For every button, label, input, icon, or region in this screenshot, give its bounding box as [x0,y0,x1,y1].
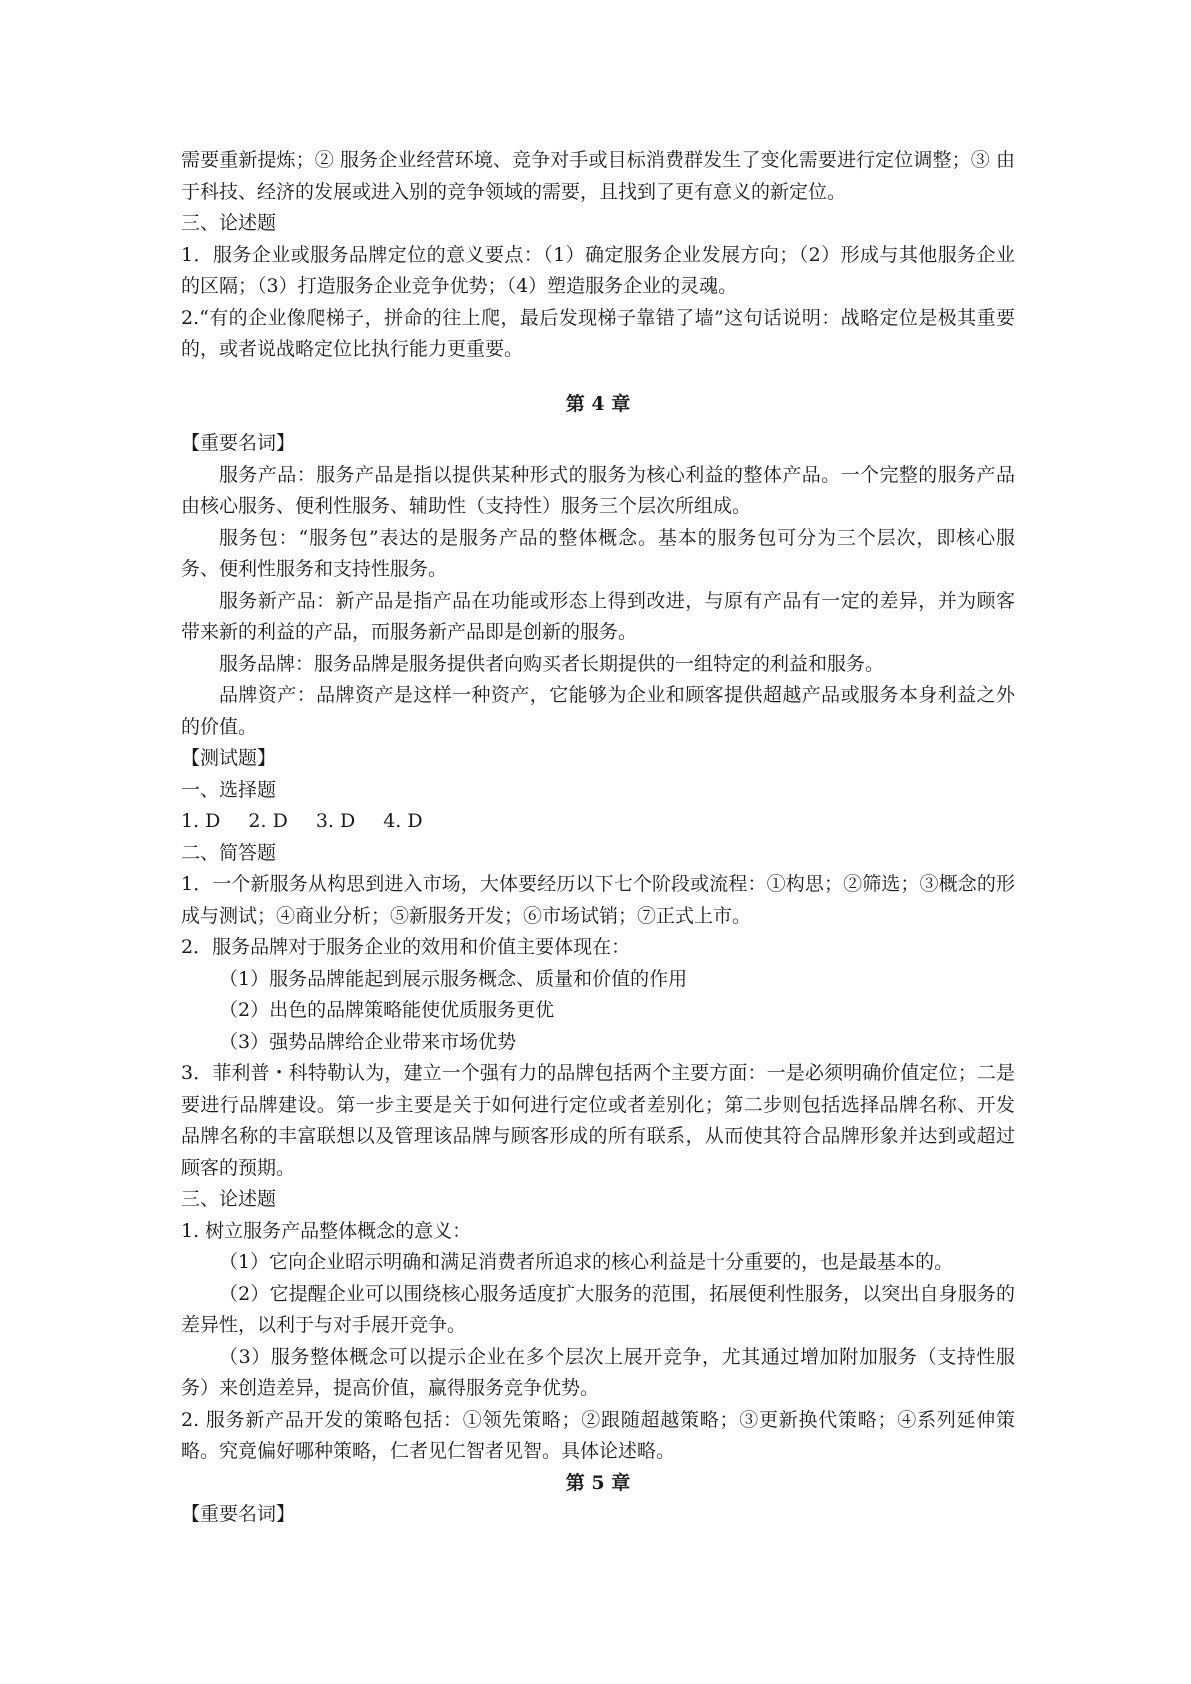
term-service-brand: 服务品牌：服务品牌是服务提供者向购买者长期提供的一组特定的利益和服务。 [219,652,885,675]
choice-answers [181,806,1015,838]
answer-item: 4. D [383,810,423,832]
essay-answer-2: 2.“有的企业像爬梯子，拼命的往上爬，最后发现梯子靠错了墙”这句话说明：战略定位是极其重要的，或者说战略定位比执行能力更重要。 [181,306,1015,360]
essay-answer-1-item: （3）服务整体概念可以提示企业在多个层次上展开竞争，尤其通过增加附加服务（支持性服务）来创造差异，提高价值，赢得服务竞争优势。 [181,1345,1015,1399]
answer-item: 1. D [181,810,221,832]
term-service-product: 服务产品：服务产品是指以提供某种形式的服务为核心利益的整体产品。一个完整的服务产品由核心服务、便利性服务、辅助性（支持性）服务三个层次所组成。 [181,463,1015,517]
essay-answer-1: 1．服务企业或服务品牌定位的意义要点：（1）确定服务企业发展方向；（2）形成与其他服务企业的区隔；（3）打造服务企业竞争优势；（4）塑造服务企业的灵魂。 [181,243,1015,297]
essay-answer-2: 2. 服务新产品开发的策略包括：①领先策略；②跟随超越策略；③更新换代策略；④系列延伸策略。究竟偏好哪种策略，仁者见仁智者见智。具体论述略。 [181,1408,1015,1462]
essay-answer-1: 1. 树立服务产品整体概念的意义： [181,1219,472,1242]
chapter-4-title: 第 4 章 [565,392,631,415]
short-answer-2-item: （1）服务品牌能起到展示服务概念、质量和价值的作用 [219,967,688,990]
term-new-service-product: 服务新产品：新产品是指产品在功能或形态上得到改进，与原有产品有一定的差异，并为顾客带来新的利益的产品，而服务新产品即是创新的服务。 [181,589,1015,643]
short-answer-2-item: （3）强势品牌给企业带来市场优势 [219,1030,517,1053]
term-brand-equity: 品牌资产：品牌资产是这样一种资产，它能够为企业和顾客提供超越产品或服务本身利益之外的价值。 [181,684,1015,738]
short-answer-2: 2．服务品牌对于服务企业的效用和价值主要体现在： [181,936,631,958]
document-page [181,145,1015,1531]
essay-answer-1-item: （2）它提醒企业可以围绕核心服务适度扩大服务的范围，拓展便利性服务，以突出自身服务的差异性，以利于与对手展开竞争。 [181,1282,1015,1336]
answer-item: 2. D [248,810,288,832]
key-terms-heading: 【重要名词】 [181,1503,296,1525]
key-terms-heading: 【重要名词】 [181,432,296,454]
section-heading-essay: 三、论述题 [181,212,277,234]
section-heading-short: 二、简答题 [181,841,277,864]
chapter-5-title: 第 5 章 [565,1471,631,1494]
continued-paragraph: 需要重新提炼；② 服务企业经营环境、竞争对手或目标消费群发生了变化需要进行定位调整；③ 由于科技、经济的发展或进入别的竞争领域的需要，且找到了更有意义的新定位。 [181,149,1015,203]
short-answer-2-item: （2）出色的品牌策略能使优质服务更优 [219,999,555,1021]
answer-item: 3. D [315,810,356,832]
essay-answer-1-item: （1）它向企业昭示明确和满足消费者所追求的核心利益是十分重要的，也是最基本的。 [219,1251,954,1273]
short-answer-1: 1．一个新服务从构思到进入市场，大体要经历以下七个阶段或流程：①构思；②筛选；③概念的形成与测试；④商业分析；⑤新服务开发；⑥市场试销；⑦正式上市。 [181,873,1015,927]
short-answer-3: 3．菲利普・科特勒认为，建立一个强有力的品牌包括两个主要方面：一是必须明确价值定位；二是要进行品牌建设。第一步主要是关于如何进行定位或者差别化；第二步则包括选择品牌名称、开发品牌名称的丰富联想以及管理该品牌与顾客形成的所有联系，从而使其符合品牌形象并达到或超过顾客的预期。 [181,1062,1015,1179]
section-heading-choice: 一、选择题 [181,778,277,801]
term-service-package: 服务包：“服务包”表达的是服务产品的整体概念。基本的服务包可分为三个层次，即核心服务、便利性服务和支持性服务。 [181,526,1015,580]
section-heading-essay: 三、论述题 [181,1188,277,1210]
test-heading: 【测试题】 [181,747,277,769]
